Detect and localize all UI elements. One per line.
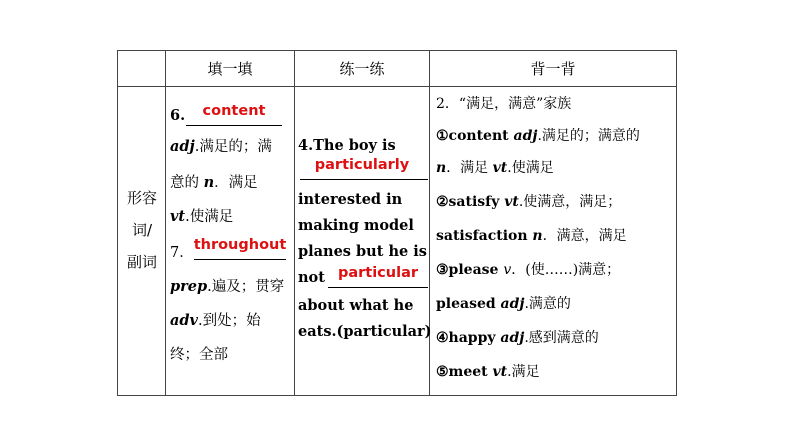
definition-text: 意的 <box>170 175 204 191</box>
word-entry: ⑤meet <box>436 364 493 380</box>
definition-text: .感到满意的 <box>524 330 599 346</box>
pos-tag: adj <box>170 138 195 155</box>
header-recite: 背一背 <box>530 60 576 78</box>
pos-tag: prep <box>170 278 208 295</box>
practice-cell <box>298 87 432 395</box>
sentence-line: 4.The boy is <box>298 137 396 154</box>
definition-text: .使满足 <box>185 209 234 225</box>
definition-text: ．满足 <box>214 175 258 191</box>
definition-text: .使满意，满足； <box>518 194 622 210</box>
pos-tag: n <box>203 174 215 191</box>
definition-text: ．满足 <box>446 160 493 176</box>
item-number: 6. <box>170 107 186 124</box>
sentence-line: planes but he is <box>298 243 427 260</box>
header-practice: 练一练 <box>339 60 385 78</box>
header-fill: 填一填 <box>207 60 253 78</box>
answer-text: content <box>202 103 266 119</box>
answer-blank <box>300 179 428 180</box>
word-entry: satisfaction <box>436 228 533 244</box>
col-divider <box>294 51 295 395</box>
definition-text: ．(使……)满意； <box>511 262 621 278</box>
row-label-line: 词/ <box>131 221 153 239</box>
definition-text: .满足的；满 <box>194 139 272 155</box>
pos-tag: vt <box>492 364 508 380</box>
pos-tag: n <box>436 160 447 176</box>
pos-tag: n <box>532 228 543 244</box>
row-label-line: 形容 <box>126 189 157 207</box>
word-entry: ③please <box>436 262 504 278</box>
definition-text: .满意的 <box>524 296 571 312</box>
definition-text: ．满意，满足 <box>542 228 627 244</box>
pos-tag: adj <box>513 128 538 144</box>
definition-text: .到处；始 <box>197 313 261 329</box>
word-entry: pleased <box>436 296 501 312</box>
fill-cell <box>170 87 292 395</box>
word-entry: ④happy <box>436 330 501 346</box>
sentence-line: eats.(particular) <box>298 323 432 340</box>
pos-tag: v <box>503 262 512 278</box>
definition-text: .满足 <box>507 364 540 380</box>
word-entry: ①content <box>436 128 514 144</box>
pos-tag: adj <box>500 296 525 312</box>
sentence-line: interested in <box>298 191 403 208</box>
pos-tag: vt <box>492 160 508 176</box>
word-entry: ②satisfy <box>436 194 505 210</box>
col-divider <box>429 51 430 395</box>
sentence-line: not <box>298 269 325 286</box>
family-title: 2．“满足，满意”家族 <box>436 96 572 112</box>
sentence-line: about what he <box>298 297 414 314</box>
item-number: 7． <box>170 245 194 261</box>
answer-text: throughout <box>193 237 287 253</box>
pos-tag: vt <box>504 194 519 210</box>
answer-text: particularly <box>314 157 410 173</box>
answer-blank <box>328 287 428 288</box>
row-label <box>118 87 166 395</box>
recite-cell <box>436 87 674 395</box>
pos-tag: adv <box>170 312 198 329</box>
definition-text: .使满足 <box>507 160 554 176</box>
definition-text: 终；全部 <box>170 347 228 363</box>
answer-text: particular <box>337 265 419 281</box>
pos-tag: vt <box>170 208 186 225</box>
vocab-table <box>117 50 677 396</box>
sentence-line: making model <box>298 217 414 234</box>
answer-blank <box>194 259 286 260</box>
answer-blank <box>186 125 282 126</box>
definition-text: .遍及；贯穿 <box>207 279 285 295</box>
row-label-line: 副词 <box>126 253 157 271</box>
definition-text: .满足的；满意的 <box>537 128 640 144</box>
pos-tag: adj <box>500 330 525 346</box>
